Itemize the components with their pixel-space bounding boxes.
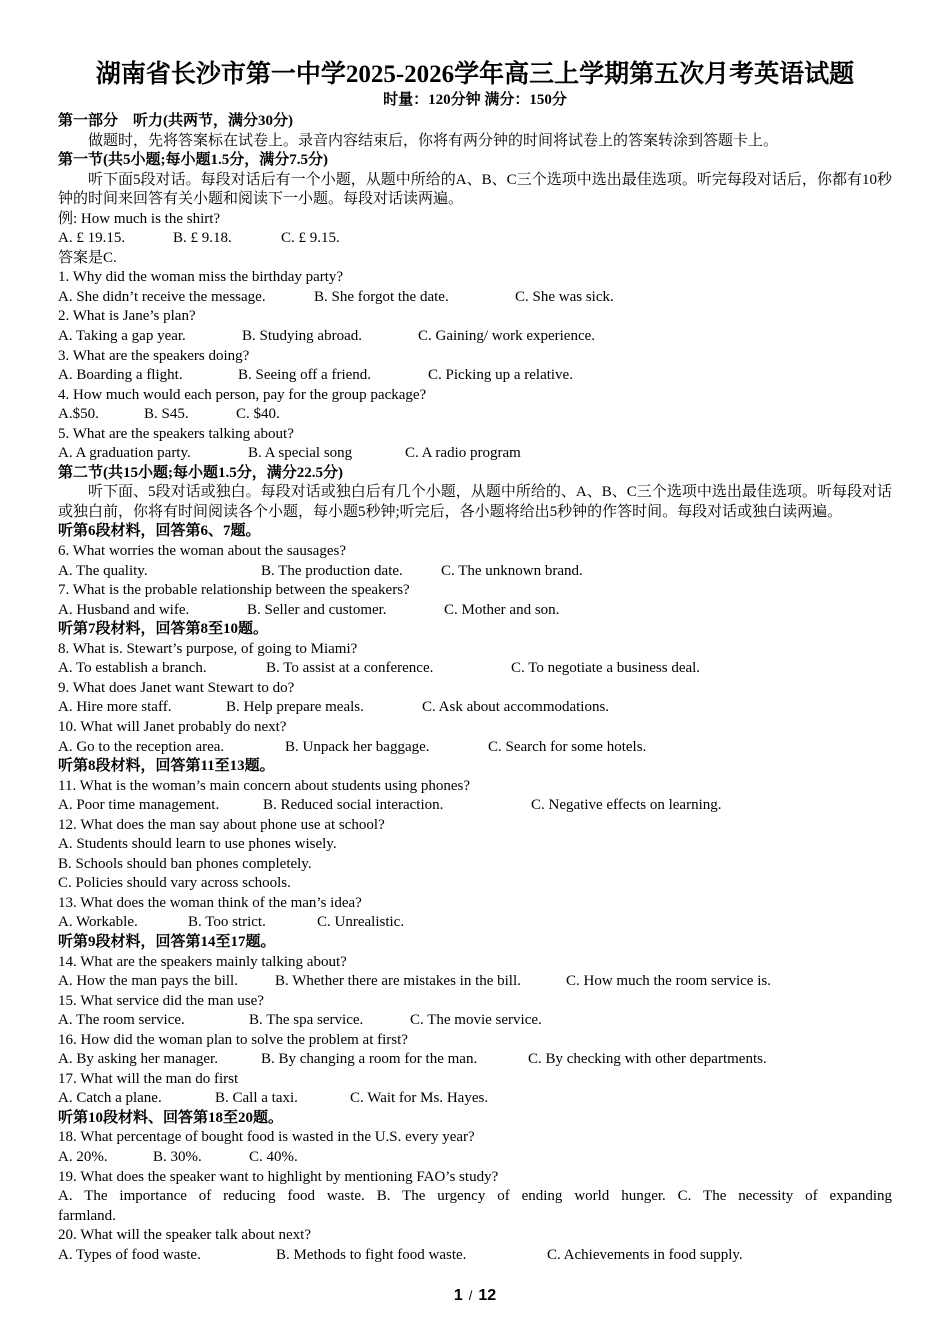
question-12: 12. What does the man say about phone use at school? <box>58 816 385 833</box>
page-separator: / <box>468 1288 473 1303</box>
question-1-options <box>58 288 892 308</box>
question-9-options <box>58 698 892 718</box>
question-13-options <box>58 913 892 933</box>
option-b: B. Help prepare meals. <box>226 699 364 716</box>
current-page: 1 <box>453 1287 463 1304</box>
exam-title: 湖南省长沙市第一中学2025-2026学年高三上学期第五次月考英语试题 <box>95 61 855 88</box>
section1-heading: 第一节(共5小题;每小题1.5分，满分7.5分) <box>58 152 328 169</box>
question-17-options <box>58 1089 892 1109</box>
option-a: A. She didn’t receive the message. <box>58 288 266 305</box>
option-a: A. Catch a plane. <box>58 1090 162 1107</box>
option-c: C. A radio program <box>405 445 521 462</box>
option-a: A. 20%. <box>58 1148 108 1165</box>
question-17: 17. What will the man do first <box>58 1070 239 1087</box>
option-b: B. The urgency of ending world hunger. <box>376 1188 666 1205</box>
section1-note: 听下面5段对话。每段对话后有一个小题，从题中所给的A、B、C三个选项中选出最佳选项。听完每段对话后，你都有10秒钟的时间来回答有关小题和阅读下一小题。每段对话读两遍。 <box>58 171 892 208</box>
question-13: 13. What does the woman think of the man’s idea? <box>58 894 362 911</box>
question-4: 4. How much would each person, pay for the group package? <box>58 386 427 403</box>
question-14: 14. What are the speakers mainly talking about? <box>58 953 347 970</box>
question-4-options <box>58 405 892 425</box>
option-a: A. Types of food waste. <box>58 1246 201 1263</box>
option-c: C. The movie service. <box>410 1012 542 1029</box>
question-9: 9. What does Janet want Stewart to do? <box>58 679 295 696</box>
question-16: 16. How did the woman plan to solve the problem at first? <box>58 1031 408 1048</box>
option-b: B. The spa service. <box>249 1012 364 1029</box>
example-question: 例: How much is the shirt? <box>58 210 221 227</box>
option-b: B. Unpack her baggage. <box>285 738 430 755</box>
option-a: A. Hire more staff. <box>58 699 172 716</box>
option-c: C. By checking with other departments. <box>528 1051 767 1068</box>
question-15: 15. What service did the man use? <box>58 992 264 1009</box>
question-19-options <box>58 1187 892 1207</box>
question-8-options <box>58 659 892 679</box>
material-10-heading: 听第10段材料、回答第18至20题。 <box>58 1109 284 1126</box>
option-a: A. Poor time management. <box>58 797 220 814</box>
material-7-heading: 听第7段材料，回答第8至10题。 <box>58 621 269 638</box>
option-a: A. Go to the reception area. <box>58 738 225 755</box>
page-number <box>0 1287 950 1305</box>
option-a: A. A graduation party. <box>58 445 191 462</box>
material-9-heading: 听第9段材料，回答第14至17题。 <box>58 933 276 950</box>
option-b: B. A special song <box>248 445 353 462</box>
option-a: A. Husband and wife. <box>58 601 190 618</box>
option-c: C. Picking up a relative. <box>428 367 573 384</box>
material-8-heading: 听第8段材料，回答第11至13题。 <box>58 758 275 775</box>
option-b: B. 30%. <box>153 1148 202 1165</box>
option-c: C. How much the room service is. <box>566 973 771 990</box>
question-11-options <box>58 796 892 816</box>
question-12-option-c: C. Policies should vary across schools. <box>58 875 291 892</box>
option-a: A. The quality. <box>58 562 148 579</box>
option-c: C. $40. <box>236 406 280 423</box>
question-15-options <box>58 1011 892 1031</box>
question-18: 18. What percentage of bought food is wasted in the U.S. every year? <box>58 1129 475 1146</box>
question-7: 7. What is the probable relationship between the speakers? <box>58 582 410 599</box>
option-b: B. Seller and customer. <box>247 601 387 618</box>
option-c: C. Ask about accommodations. <box>422 699 610 716</box>
question-20: 20. What will the speaker talk about next? <box>58 1227 311 1244</box>
option-a: A. How the man pays the bill. <box>58 973 238 990</box>
option-a: A. Taking a gap year. <box>58 328 186 345</box>
question-6: 6. What worries the woman about the sausages? <box>58 543 346 560</box>
option-c: C. Wait for Ms. Hayes. <box>350 1090 489 1107</box>
question-12-option-a: A. Students should learn to use phones wisely. <box>58 836 337 853</box>
question-1: 1. Why did the woman miss the birthday party? <box>58 269 344 286</box>
option-b: B. To assist at a conference. <box>266 660 434 677</box>
option-a: A. By asking her manager. <box>58 1051 218 1068</box>
option-c: C. Negative effects on learning. <box>531 797 722 814</box>
question-10-options <box>58 738 892 758</box>
option-b: B. Call a taxi. <box>215 1090 298 1107</box>
question-2-options <box>58 327 892 347</box>
question-20-options <box>58 1246 892 1266</box>
question-5: 5. What are the speakers talking about? <box>58 425 294 442</box>
option-a: A.$50. <box>58 406 99 423</box>
option-c: C. The necessity of expanding <box>677 1188 892 1205</box>
option-b: B. She forgot the date. <box>314 288 449 305</box>
option-b: B. The production date. <box>261 562 403 579</box>
option-b: B. Seeing off a friend. <box>238 367 372 384</box>
question-19-option-c-continued: farmland. <box>58 1207 116 1224</box>
option-b: B. Too strict. <box>188 914 266 931</box>
option-a: A. The importance of reducing food waste. <box>58 1188 365 1205</box>
option-a: A. The room service. <box>58 1012 185 1029</box>
material-6-heading: 听第6段材料，回答第6、7题。 <box>58 523 261 540</box>
question-18-options <box>58 1148 892 1168</box>
option-c: C. Mother and son. <box>444 601 560 618</box>
section2-heading: 第二节(共15小题;每小题1.5分，满分22.5分) <box>58 464 343 481</box>
question-12-option-b: B. Schools should ban phones completely. <box>58 855 312 872</box>
option-a: A. Boarding a flight. <box>58 367 183 384</box>
option-c: C. To negotiate a business deal. <box>511 660 701 677</box>
example-answer: 答案是C. <box>58 249 117 266</box>
option-c: C. 40%. <box>249 1148 298 1165</box>
option-b: B. Studying abroad. <box>242 328 362 345</box>
option-b: B. Methods to fight food waste. <box>276 1246 467 1263</box>
option-c: C. £ 9.15. <box>281 230 340 247</box>
exam-page <box>58 60 892 1265</box>
section2-note: 听下面、5段对话或独白。每段对话或独白后有几个小题，从题中所给的、A、B、C三个选项中选出最佳选项。听每段对话或独白前，你将有时间阅读各个小题，每小题5秒钟;听完后，各小题将给出5秒钟的作答时间。每段对话或独白读两遍。 <box>58 484 892 520</box>
question-10: 10. What will Janet probably do next? <box>58 718 287 735</box>
option-a: A. To establish a branch. <box>58 660 207 677</box>
option-b: B. Whether there are mistakes in the bill. <box>275 973 521 990</box>
option-c: C. She was sick. <box>515 288 614 305</box>
option-c: C. Unrealistic. <box>317 914 405 931</box>
option-b: B. By changing a room for the man. <box>261 1051 478 1068</box>
total-pages: 12 <box>478 1287 497 1304</box>
question-5-options <box>58 444 892 464</box>
option-c: C. Gaining/ work experience. <box>418 328 596 345</box>
question-16-options <box>58 1050 892 1070</box>
question-3-options <box>58 366 892 386</box>
exam-meta: 时量：120分钟 满分：150分 <box>383 92 567 108</box>
example-options <box>58 229 892 249</box>
option-a: A. Workable. <box>58 914 138 931</box>
question-6-options <box>58 562 892 582</box>
question-8: 8. What is. Stewart’s purpose, of going to Miami? <box>58 640 358 657</box>
question-7-options <box>58 601 892 621</box>
option-b: B. £ 9.18. <box>173 230 232 247</box>
part1-heading: 第一部分 听力(共两节，满分30分) <box>58 113 293 129</box>
option-b: B. Reduced social interaction. <box>263 797 444 814</box>
option-c: C. The unknown brand. <box>441 562 583 579</box>
question-19: 19. What does the speaker want to highlight by mentioning FAO’s study? <box>58 1168 499 1185</box>
option-c: C. Achievements in food supply. <box>547 1246 743 1263</box>
question-2: 2. What is Jane’s plan? <box>58 308 196 325</box>
question-3: 3. What are the speakers doing? <box>58 347 250 364</box>
option-a: A. £ 19.15. <box>58 230 126 247</box>
question-11: 11. What is the woman’s main concern about students using phones? <box>58 777 471 794</box>
question-14-options <box>58 972 892 992</box>
part1-note: 做题时，先将答案标在试卷上。录音内容结束后，你将有两分钟的时间将试卷上的答案转涂到答题卡上。 <box>88 132 779 149</box>
option-b: B. S45. <box>144 406 189 423</box>
option-c: C. Search for some hotels. <box>488 738 647 755</box>
